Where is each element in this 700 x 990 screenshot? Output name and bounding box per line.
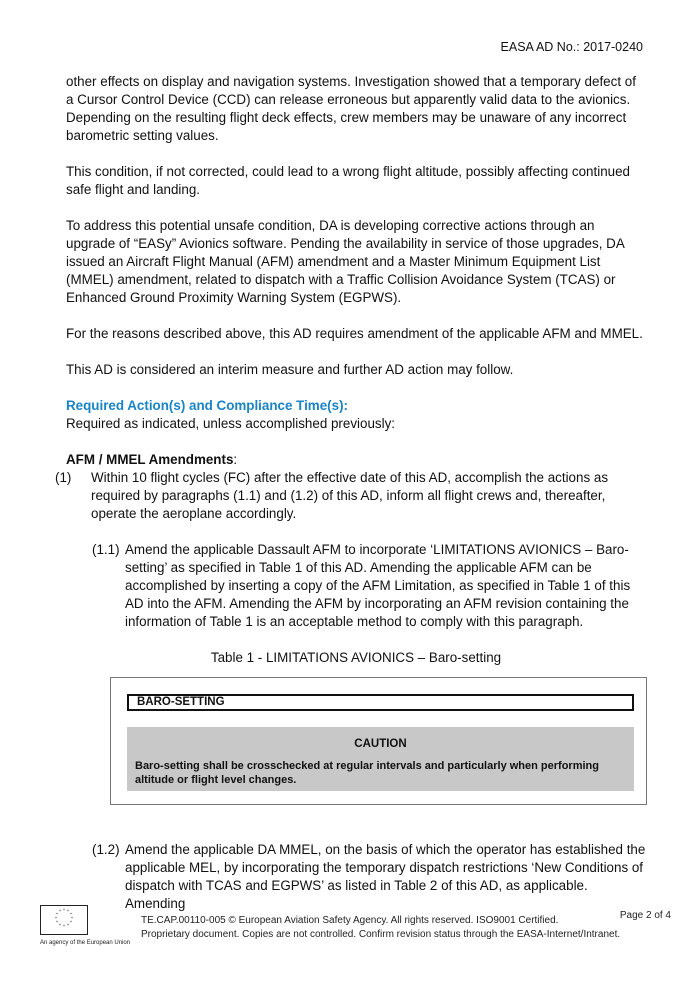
list-item-1-1 — [66, 541, 646, 631]
paragraph-investigation: other effects on display and navigation systems. Investigation showed that a temporary defect of a Cursor Control Device (CCD) can release erroneous but apparently valid data to the avionics. Depending on the resulting flight deck effects, crew members may be unaware of any incorrect barometric setting values. — [66, 74, 636, 143]
svg-text:*: * — [67, 909, 69, 914]
table-1-box — [110, 677, 647, 805]
list-item-1-1-number: (1.1) — [92, 542, 120, 557]
list-item-1-2 — [66, 841, 646, 913]
caution-text: Baro-setting shall be crosschecked at regular intervals and particularly when performing altitude or flight level changes. — [135, 760, 599, 786]
paragraph-interim-measure: This AD is considered an interim measure and further AD action may follow. — [66, 362, 514, 377]
afm-mmel-heading-colon: : — [233, 452, 238, 467]
footer-text — [141, 914, 620, 942]
eu-flag-logo — [40, 905, 88, 935]
ad-number-header: EASA AD No.: 2017-0240 — [500, 40, 643, 54]
eu-agency-label: An agency of the European Union — [40, 940, 131, 946]
svg-text:*: * — [70, 920, 72, 925]
svg-text:*: * — [70, 912, 72, 917]
table-1-caption: Table 1 - LIMITATIONS AVIONICS – Baro-setting — [210, 650, 502, 665]
list-item-1-number: (1) — [55, 470, 72, 485]
afm-mmel-heading — [66, 451, 646, 469]
list-item-1 — [55, 469, 646, 523]
baro-setting-title: BARO-SETTING — [127, 694, 634, 711]
paragraph-condition: This condition, if not corrected, could lead to a wrong flight altitude, possibly affecting continued safe flight and landing. — [66, 164, 630, 197]
page-number: Page 2 of 4 — [619, 910, 671, 921]
svg-text:*: * — [59, 923, 61, 928]
svg-text:*: * — [56, 912, 58, 917]
footer-copyright: TE.CAP.00110-005 © European Aviation Safety Agency. All rights reserved. ISO9001 Certified. — [141, 915, 559, 926]
required-actions-heading: Required Action(s) and Compliance Time(s): — [66, 398, 348, 413]
svg-text:*: * — [55, 916, 57, 921]
svg-text:*: * — [59, 909, 61, 914]
afm-mmel-heading-label: AFM / MMEL Amendments — [66, 452, 234, 467]
list-item-1-1-text: Amend the applicable Dassault AFM to incorporate ‘LIMITATIONS AVIONICS – Baro-setting’ as specified in Table 1 of this AD. Amending the applicable AFM can be accomplished by inserting a copy of the AFM Limitation, as specified in Table 1 of this AD into the AFM. Amending the AFM by incorporating an AFM revision containing the information of Table 1 is an acceptable method to comply with this paragraph. — [125, 542, 631, 629]
list-item-1-2-text: Amend the applicable DA MMEL, on the basis of which the operator has established the applicable MEL, by incorporating the temporary dispatch restrictions ‘New Conditions of dispatch with TCAS and EGPWS’ as listed in Table 2 of this AD, as applicable. Amending — [125, 842, 646, 911]
caution-title: CAUTION — [354, 738, 407, 750]
svg-text:*: * — [56, 920, 58, 925]
paragraph-reasons: For the reasons described above, this AD requires amendment of the applicable AFM and MMEL. — [66, 326, 643, 341]
paragraph-corrective-actions: To address this potential unsafe condition, DA is developing corrective actions through an upgrade of “EASy” Avionics software. Pending the availability in service of those upgrades, DA issued an Aircraft Flight Manual (AFM) amendment and a Master Minimum Equipment List (MMEL) amendment, related to dispatch with a Traffic Collision Avoidance System (TCAS) or Enhanced Ground Proximity Warning System (EGPWS). — [66, 218, 625, 305]
svg-text:*: * — [63, 924, 65, 929]
svg-text:*: * — [67, 923, 69, 928]
list-item-1-2-number: (1.2) — [92, 842, 120, 857]
required-actions-text: Required as indicated, unless accomplished previously: — [66, 416, 395, 431]
document-body — [55, 73, 646, 931]
svg-text:*: * — [63, 908, 65, 913]
footer-proprietary: Proprietary document. Copies are not controlled. Confirm revision status through the EASA-Internet/Intranet. — [141, 929, 621, 940]
eu-stars-icon — [41, 906, 87, 934]
svg-text:*: * — [71, 916, 73, 921]
caution-panel — [127, 727, 634, 791]
list-item-1-text: Within 10 flight cycles (FC) after the effective date of this AD, accomplish the actions as required by paragraphs (1.1) and (1.2) of this AD, inform all flight crews and, thereafter, operate the aeroplane accordingly. — [91, 470, 609, 521]
